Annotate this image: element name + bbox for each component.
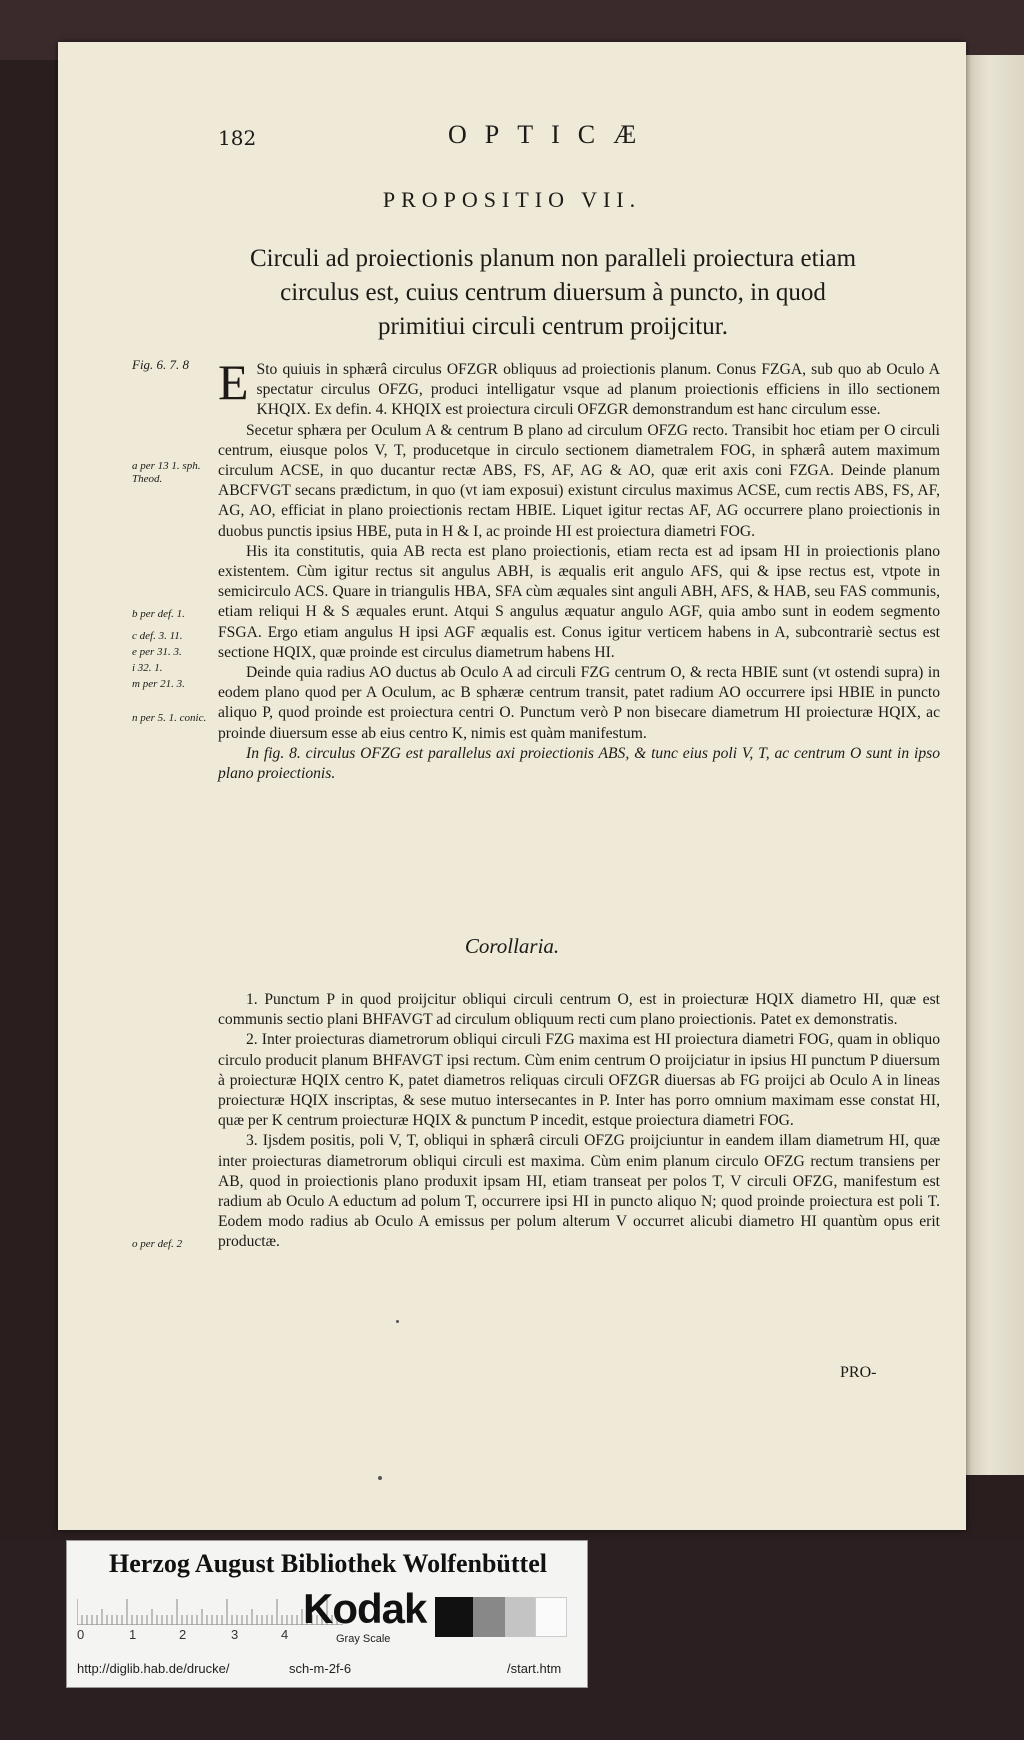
gray-patch-mid — [473, 1597, 505, 1637]
proposition-heading: PROPOSITIO VII. — [382, 187, 642, 212]
page-number: 182 — [218, 126, 257, 150]
ruler-number: 2 — [179, 1627, 187, 1642]
corollary-3: 3. Ijsdem positis, poli V, T, obliqui in sphærâ circuli OFZG proijciuntur in eandem illam diametrum HI, quæ inter proiecturas diametrorum obliqui circuli est maxima. Cùm enim planum circulo OFZG rectum transiens per AB, quod in proiectionis plano produxit ipsam HI, etiam transeat per polos T, V circuli OFZG, manifestum est radium ab Oculo A eductum ad polum T, occurrere ipsi HI in puncto aliquo N; quod proinde proiectura est poli T. Eodem modo radius ab Oculo A emissus per polum alterum V occurret alicubi diametro HI quantùm opus erit productæ. — [218, 1132, 940, 1251]
paragraph-1 — [218, 354, 940, 421]
margin-note-i: i 32. 1. — [132, 662, 163, 674]
enunciation-line: circulus est, cuius centrum diuersum à puncto, in quod — [280, 279, 826, 306]
paper-speck — [378, 1476, 382, 1480]
gray-patch-black — [435, 1597, 473, 1637]
margin-note-n: n per 5. 1. conic. — [132, 712, 207, 724]
corollaries-body — [218, 990, 940, 1253]
corollary-1: 1. Punctum P in quod proijcitur obliqui circuli centrum O, est in proiecturæ HQIX diametro HI, quæ est communis sectio plani BHFAVGT ad circulum obliquum recti cum plano proiectionis. Patet ex demonstratis. — [218, 991, 940, 1029]
enunciation-line: primitiui circuli centrum proijcitur. — [378, 313, 728, 340]
paragraph-4: Deinde quia radius AO ductus ab Oculo A ad circuli FZG centrum O, & recta HBIE sunt (vt ostendi supra) in eodem plano quod per A Oculum, ac B sphæræ centrum transit, patet radium AO occurrere ipsi HBIE in puncto aliquo P, quod proinde est proiectura centri O. Punctum verò P non bisecare diametrum HI proiecturæ HQIX, ac proinde diuersum esse ab eius centro K, nimis est quàm manifestum. — [218, 664, 940, 742]
proposition-body — [218, 354, 940, 784]
ruler-number: 3 — [231, 1627, 239, 1642]
gray-scale-patches — [435, 1597, 575, 1637]
url-start: /start.htm — [507, 1661, 562, 1676]
catchword: PRO- — [840, 1364, 877, 1381]
margin-note-o: o per def. 2 — [132, 1238, 183, 1250]
paragraph-3: His ita constitutis, quia AB recta est plano proiectionis, etiam recta est ad ipsam HI in proiectionis plano existentem. Cùm igitur rectus sit angulus ABH, is æqualis erit angulo AFS, qui & ipse rectus est, vtpote in semicirculo ACS. Quare in triangulis HBA, SFA cùm æquales sint anguli ABH, AFS, & HAB, seu FAS communis, etiam reliqui H & S æquales erunt. Atqui S angulus æquatur angulo AGF, quia ambo sunt in eodem segmento FSGA. Ergo etiam angulus H ipsi AGF æqualis est. Conus igitur verticem habens in A, subcontrariè sectus est sectione HQIX, quæ proinde est circulus diametrum habens HI. — [218, 542, 940, 661]
kodak-logo: Kodak — [303, 1585, 427, 1632]
book-page — [58, 42, 966, 1530]
margin-note-m: m per 21. 3. — [132, 678, 185, 690]
running-head: OPTICÆ — [448, 120, 655, 149]
corollary-heading: Corollaria. — [464, 934, 560, 958]
gray-patch-light — [505, 1597, 535, 1637]
gray-scale-caption: Gray Scale — [336, 1633, 391, 1645]
library-label-card — [66, 1540, 588, 1688]
drop-cap: E — [218, 354, 249, 410]
paper-speck — [396, 1320, 399, 1323]
gray-patch-white — [535, 1597, 567, 1637]
url-base: http://diglib.hab.de/drucke/ — [77, 1661, 230, 1676]
ruler-number: 0 — [77, 1627, 85, 1642]
adjacent-page-edge — [965, 55, 1024, 1475]
margin-note-a: a per 13 1. sph. Theod. — [132, 460, 201, 485]
margin-note-c: c def. 3. 11. — [132, 630, 183, 642]
margin-note-b: b per def. 1. — [132, 608, 185, 620]
ruler-number: 1 — [129, 1627, 137, 1642]
paragraph-5: In fig. 8. circulus OFZG est parallelus axi proiectionis ABS, & tunc eius poli V, T, ac centrum O sunt in ipso plano proiectionis. — [218, 744, 940, 783]
proposition-enunciation — [208, 242, 898, 344]
paragraph-2: Secetur sphæra per Oculum A & centrum B plano ad circulum OFZG recto. Transibit hoc etiam per O circuli centrum, eiusque polos V, T, producetque in circulo sectionem diametralem FOG, in sphærâ autem maximum circulum ACSE, in quo ducantur rectæ ABS, FS, AF, AG & AO, quæ erit axis coni FZGA. Deinde planum ABCFVGT secans prædictum, in quo (vt iam exposui) existunt circulus maximus ACSE, cum rectis ABS, FS, AF, AG, AO, efficiat in plano proiectionis rectam HBIE. Liquet igitur rectas AF, AG occurrere plano proiectionis in duobus punctis ipsius HBE, puta in H & I, ac proinde HI est proiectura diametri FOG. — [218, 421, 940, 540]
margin-note-figure: Fig. 6. 7. 8 — [132, 357, 190, 372]
url-signature: sch-m-2f-6 — [289, 1661, 352, 1676]
enunciation-line: Circuli ad proiectionis planum non paralleli proiectura etiam — [249, 245, 857, 272]
paragraph-1-text: Sto quiuis in sphærâ circulus OFZGR obliquus ad proiectionis planum. Conus FZGA, sub quo ab Oculo A spectatur circulus OFZG, produci intelligatur vsque ad planum proiectionis efficiens in illo sectionem KHQIX. Ex defin. 4. KHQIX est proiectura circuli OFZGR demonstrandum est hanc circulum esse. — [256, 361, 940, 419]
margin-note-e: e per 31. 3. — [132, 646, 182, 658]
library-name: Herzog August Bibliothek Wolfenbüttel — [109, 1549, 547, 1578]
ruler-number: 4 — [281, 1627, 289, 1642]
corollary-2: 2. Inter proiecturas diametrorum obliqui circuli FZG maxima est HI proiectura diametri FOG, quam in obliquo circulo producit planum BHFAVGT ipsi rectum. Cùm enim centrum O proijciatur in ipsius HI punctum P diuersum à proiecturæ HQIX centro K, patet diametros reliquas circuli OFZGR diuersas ab FG proijci ab Oculo A in lineas proiecturæ HQIX inscriptas, & sese mutuo intersecantes in P. Inter has porro omnium maximam esse constat HI, quæ per K centrum proiecturæ HQIX & punctum P incedit, estque proiectura diametri FOG. — [218, 1031, 940, 1130]
